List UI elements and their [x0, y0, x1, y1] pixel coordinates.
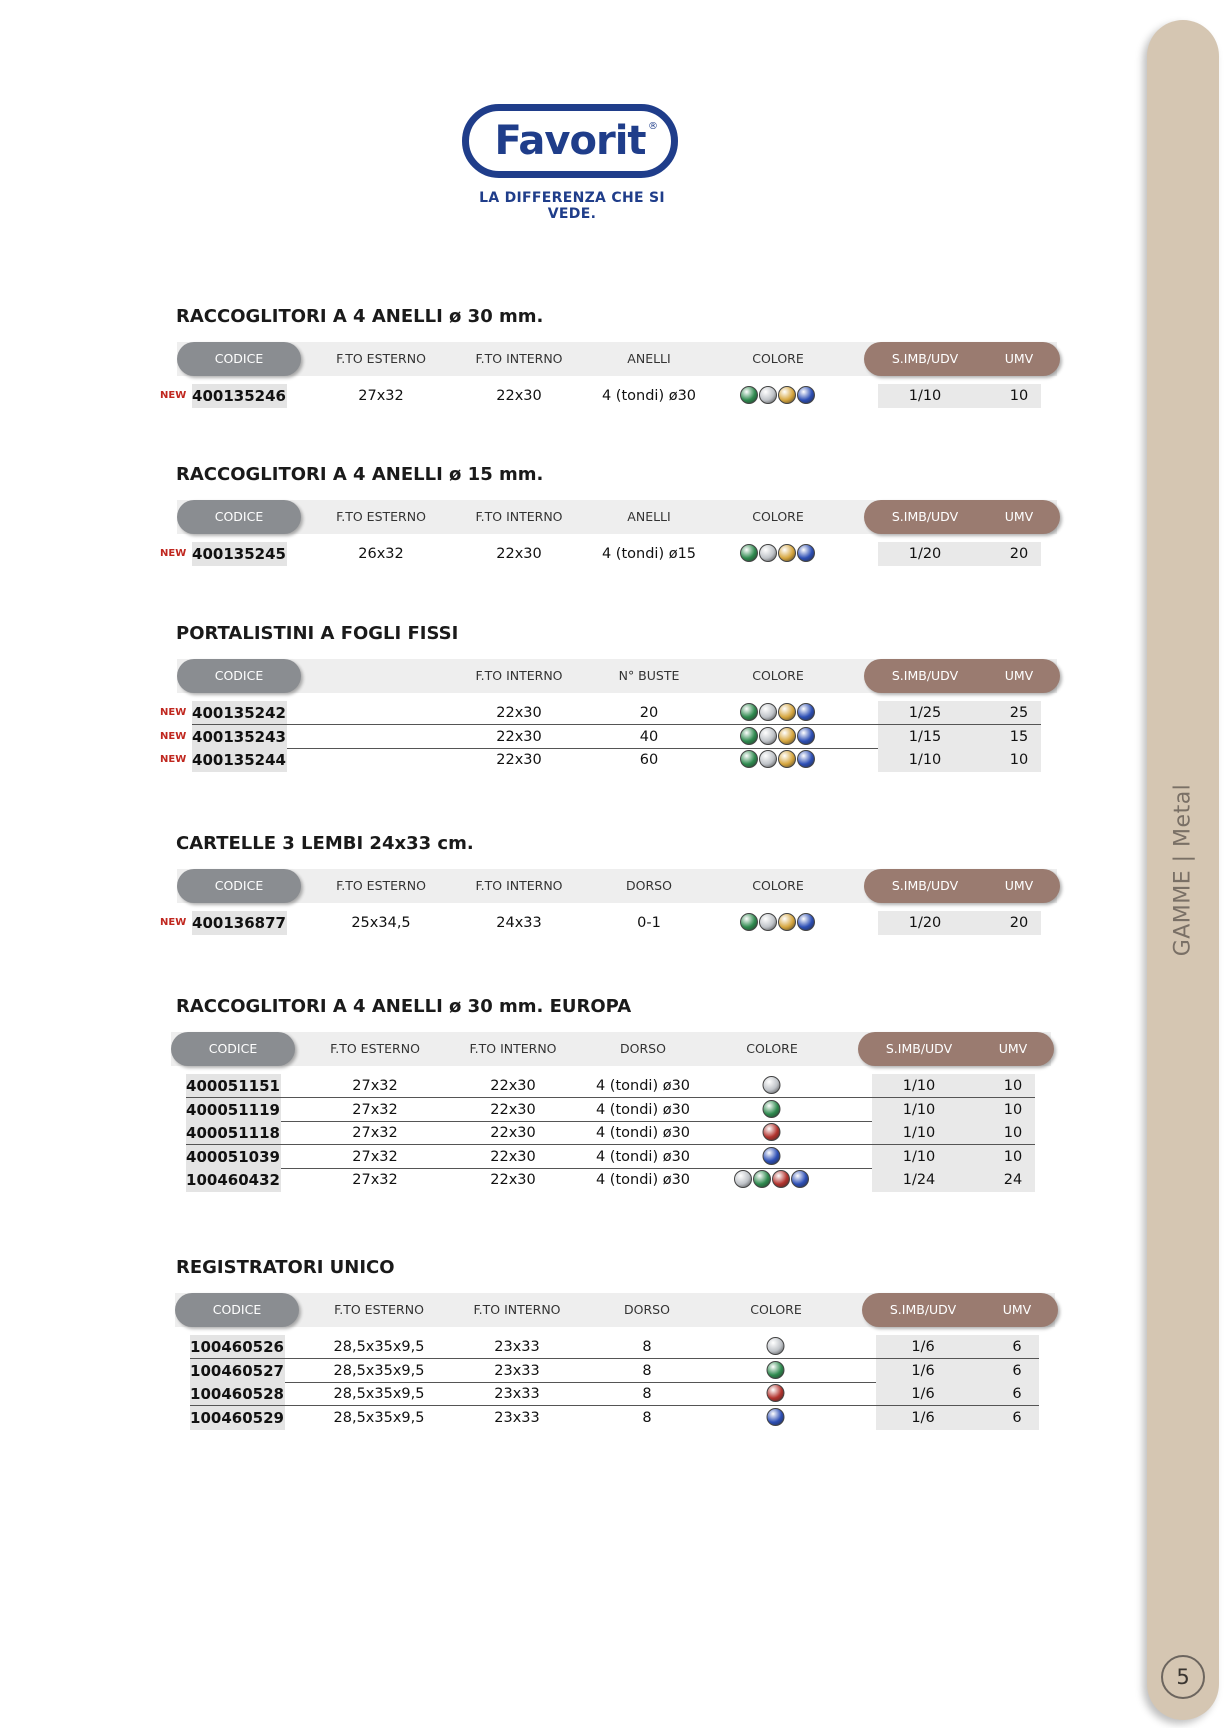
column-header: F.TO INTERNO	[475, 351, 563, 366]
silver-swatch-icon	[759, 703, 777, 721]
logo-wordmark: Favorit	[494, 118, 646, 164]
umv-cell: 6	[1012, 1362, 1022, 1379]
internal-size-cell: 22x30	[496, 752, 542, 768]
product-code: 400135245	[192, 545, 286, 563]
column-header: UMV	[1004, 351, 1034, 366]
external-size-cell: 27x32	[352, 1078, 398, 1094]
green-swatch-icon	[740, 750, 758, 768]
spec-cell: 8	[642, 1339, 652, 1355]
pack-cell: 1/10	[908, 752, 942, 768]
page-number: 5	[1161, 1655, 1205, 1699]
gold-swatch-icon	[778, 544, 796, 562]
product-code: 400051118	[186, 1124, 280, 1142]
pack-cell: 1/6	[911, 1386, 935, 1402]
pack-cell: 1/10	[902, 1148, 936, 1165]
column-header: F.TO INTERNO	[473, 1302, 561, 1317]
column-header: F.TO ESTERNO	[334, 1302, 424, 1317]
internal-size-cell: 22x30	[490, 1125, 536, 1141]
blue-swatch-icon	[797, 386, 815, 404]
column-header: CODICE	[214, 668, 264, 683]
umv-cell: 10	[1003, 1078, 1023, 1094]
spec-cell: 40	[639, 728, 659, 745]
column-header: CODICE	[208, 1041, 258, 1056]
column-header: S.IMB/UDV	[885, 1041, 953, 1056]
table-row	[0, 1335, 1100, 1359]
spec-cell: 4 (tondi) ø30	[595, 1172, 691, 1188]
column-header: F.TO INTERNO	[475, 509, 563, 524]
umv-cell: 20	[1009, 915, 1029, 931]
column-header: DORSO	[626, 878, 672, 893]
column-header: F.TO ESTERNO	[336, 351, 426, 366]
color-swatches	[740, 703, 816, 723]
section-title: RACCOGLITORI A 4 ANELLI ø 30 mm. EUROPA	[176, 996, 632, 1017]
column-header: COLORE	[752, 668, 804, 683]
internal-size-cell: 23x33	[494, 1362, 540, 1379]
internal-size-cell: 22x30	[496, 728, 542, 745]
column-header: DORSO	[624, 1302, 670, 1317]
new-badge: NEW	[160, 548, 187, 559]
column-header: F.TO INTERNO	[469, 1041, 557, 1056]
silver-swatch-icon	[759, 727, 777, 745]
column-header: UMV	[1004, 509, 1034, 524]
blue-swatch-icon	[797, 544, 815, 562]
new-badge: NEW	[160, 730, 187, 742]
pack-cell: 1/10	[902, 1078, 936, 1094]
external-size-cell: 27x32	[352, 1172, 398, 1188]
green-swatch-icon	[740, 727, 758, 745]
column-header: F.TO INTERNO	[475, 878, 563, 893]
color-swatches	[763, 1076, 782, 1096]
product-code: 400051151	[186, 1077, 280, 1095]
section-title: RACCOGLITORI A 4 ANELLI ø 30 mm.	[176, 306, 544, 327]
external-size-cell: 28,5x35x9,5	[333, 1409, 425, 1426]
section-title: REGISTRATORI UNICO	[176, 1257, 395, 1278]
umv-cell: 10	[1003, 1125, 1023, 1141]
pack-cell: 1/6	[911, 1362, 935, 1379]
product-code: 100460432	[186, 1171, 280, 1189]
internal-size-cell: 24x33	[496, 915, 542, 931]
product-code: 400135246	[192, 387, 286, 405]
external-size-cell: 25x34,5	[351, 915, 411, 931]
external-size-cell: 28,5x35x9,5	[333, 1362, 425, 1379]
silver-swatch-icon	[763, 1076, 781, 1094]
external-size-cell: 27x32	[352, 1148, 398, 1165]
color-swatches	[767, 1337, 786, 1357]
color-swatches	[767, 1408, 786, 1428]
table-row	[0, 701, 1100, 725]
color-swatches	[763, 1100, 782, 1120]
table-row	[0, 1168, 1100, 1192]
new-badge: NEW	[160, 754, 187, 765]
green-swatch-icon	[753, 1170, 771, 1188]
product-code: 100460528	[190, 1385, 284, 1403]
product-code: 400051039	[186, 1147, 280, 1166]
red-swatch-icon	[767, 1384, 785, 1402]
spec-cell: 4 (tondi) ø30	[601, 388, 697, 404]
green-swatch-icon	[740, 386, 758, 404]
column-header: S.IMB/UDV	[891, 351, 959, 366]
product-code: 100460529	[190, 1408, 284, 1427]
table-row	[0, 1098, 1100, 1122]
spec-cell: 8	[642, 1386, 652, 1402]
table-row	[0, 542, 1100, 566]
external-size-cell: 28,5x35x9,5	[333, 1386, 425, 1402]
pack-cell: 1/10	[902, 1101, 936, 1118]
silver-swatch-icon	[759, 386, 777, 404]
blue-swatch-icon	[797, 703, 815, 721]
product-code: 100460526	[190, 1338, 284, 1356]
section-title: CARTELLE 3 LEMBI 24x33 cm.	[176, 833, 474, 854]
pack-cell: 1/10	[908, 388, 942, 404]
spec-cell: 8	[642, 1409, 652, 1426]
umv-cell: 10	[1009, 752, 1029, 768]
umv-cell: 10	[1003, 1148, 1023, 1165]
spec-cell: 60	[639, 752, 659, 768]
column-header: UMV	[998, 1041, 1028, 1056]
color-swatches	[740, 727, 816, 747]
green-swatch-icon	[740, 544, 758, 562]
pack-cell: 1/6	[911, 1339, 935, 1355]
internal-size-cell: 22x30	[490, 1148, 536, 1165]
umv-cell: 6	[1012, 1409, 1022, 1426]
new-badge: NEW	[160, 390, 187, 401]
internal-size-cell: 22x30	[496, 546, 542, 562]
table-row	[0, 725, 1100, 749]
color-swatches	[740, 913, 816, 933]
table-row	[0, 1359, 1100, 1383]
table-row	[0, 1121, 1100, 1145]
green-swatch-icon	[763, 1100, 781, 1118]
blue-swatch-icon	[763, 1147, 781, 1165]
color-swatches	[740, 386, 816, 406]
table-row	[0, 1406, 1100, 1430]
umv-cell: 6	[1012, 1339, 1022, 1355]
spec-cell: 0-1	[637, 915, 661, 931]
column-header: S.IMB/UDV	[891, 509, 959, 524]
umv-cell: 10	[1009, 388, 1029, 404]
column-header: COLORE	[752, 878, 804, 893]
product-code: 100460527	[190, 1361, 284, 1380]
table-row	[0, 1074, 1100, 1098]
spec-cell: 4 (tondi) ø30	[595, 1148, 691, 1165]
column-header: UMV	[1002, 1302, 1032, 1317]
spec-cell: 8	[642, 1362, 652, 1379]
green-swatch-icon	[767, 1361, 785, 1379]
internal-size-cell: 23x33	[494, 1339, 540, 1355]
table-row	[0, 911, 1100, 935]
gold-swatch-icon	[778, 913, 796, 931]
column-header: UMV	[1004, 878, 1034, 893]
column-header: COLORE	[752, 509, 804, 524]
color-swatches	[734, 1170, 810, 1190]
green-swatch-icon	[740, 913, 758, 931]
blue-swatch-icon	[797, 727, 815, 745]
color-swatches	[740, 750, 816, 770]
gold-swatch-icon	[778, 750, 796, 768]
column-header: S.IMB/UDV	[891, 668, 959, 683]
product-code: 400051119	[186, 1100, 280, 1119]
product-code: 400135242	[192, 704, 286, 722]
pack-cell: 1/15	[908, 728, 942, 745]
internal-size-cell: 23x33	[494, 1409, 540, 1426]
external-size-cell: 26x32	[358, 546, 404, 562]
product-code: 400136877	[192, 914, 286, 932]
column-header: DORSO	[620, 1041, 666, 1056]
blue-swatch-icon	[791, 1170, 809, 1188]
blue-swatch-icon	[767, 1408, 785, 1426]
column-header: COLORE	[746, 1041, 798, 1056]
pack-cell: 1/25	[908, 705, 942, 721]
pack-cell: 1/10	[902, 1125, 936, 1141]
product-code: 400135244	[192, 751, 286, 769]
side-tab-label: GAMME | Metal	[1170, 783, 1196, 957]
column-header: ANELLI	[627, 509, 671, 524]
external-size-cell: 28,5x35x9,5	[333, 1339, 425, 1355]
section-title: RACCOGLITORI A 4 ANELLI ø 15 mm.	[176, 464, 544, 485]
table-row	[0, 384, 1100, 408]
column-header: F.TO ESTERNO	[336, 878, 426, 893]
column-header: F.TO INTERNO	[475, 668, 563, 683]
silver-swatch-icon	[759, 913, 777, 931]
umv-cell: 25	[1009, 705, 1029, 721]
table-row	[0, 748, 1100, 772]
column-header: CODICE	[214, 351, 264, 366]
red-swatch-icon	[763, 1123, 781, 1141]
color-swatches	[767, 1384, 786, 1404]
internal-size-cell: 22x30	[490, 1078, 536, 1094]
external-size-cell: 27x32	[358, 388, 404, 404]
pack-cell: 1/20	[908, 915, 942, 931]
spec-cell: 4 (tondi) ø15	[601, 546, 697, 562]
column-header: S.IMB/UDV	[891, 878, 959, 893]
column-header: COLORE	[752, 351, 804, 366]
pack-cell: 1/6	[911, 1409, 935, 1426]
gold-swatch-icon	[778, 386, 796, 404]
blue-swatch-icon	[797, 913, 815, 931]
silver-swatch-icon	[759, 544, 777, 562]
column-header: CODICE	[212, 1302, 262, 1317]
external-size-cell: 27x32	[352, 1101, 398, 1118]
green-swatch-icon	[740, 703, 758, 721]
umv-cell: 24	[1003, 1172, 1023, 1188]
internal-size-cell: 22x30	[496, 705, 542, 721]
color-swatches	[740, 544, 816, 564]
column-header: S.IMB/UDV	[889, 1302, 957, 1317]
silver-swatch-icon	[734, 1170, 752, 1188]
red-swatch-icon	[772, 1170, 790, 1188]
pack-cell: 1/24	[902, 1172, 936, 1188]
umv-cell: 20	[1009, 546, 1029, 562]
column-header: UMV	[1004, 668, 1034, 683]
registered-mark: ®	[648, 121, 658, 132]
spec-cell: 4 (tondi) ø30	[595, 1101, 691, 1118]
brand-tagline: LA DIFFERENZA CHE SI VEDE.	[479, 190, 665, 222]
column-header: F.TO ESTERNO	[330, 1041, 420, 1056]
color-swatches	[763, 1147, 782, 1167]
column-header: F.TO ESTERNO	[336, 509, 426, 524]
internal-size-cell: 23x33	[494, 1386, 540, 1402]
column-header: N° BUSTE	[618, 668, 680, 683]
section-title: PORTALISTINI A FOGLI FISSI	[176, 623, 459, 644]
gold-swatch-icon	[778, 703, 796, 721]
internal-size-cell: 22x30	[496, 388, 542, 404]
column-header: CODICE	[214, 878, 264, 893]
pack-cell: 1/20	[908, 546, 942, 562]
silver-swatch-icon	[767, 1337, 785, 1355]
favorit-logo	[462, 104, 678, 178]
spec-cell: 20	[639, 705, 659, 721]
internal-size-cell: 22x30	[490, 1101, 536, 1118]
new-badge: NEW	[160, 917, 187, 928]
spec-cell: 4 (tondi) ø30	[595, 1078, 691, 1094]
product-code: 400135243	[192, 727, 286, 746]
internal-size-cell: 22x30	[490, 1172, 536, 1188]
silver-swatch-icon	[759, 750, 777, 768]
umv-cell: 10	[1003, 1101, 1023, 1118]
blue-swatch-icon	[797, 750, 815, 768]
color-swatches	[767, 1361, 786, 1381]
column-header: CODICE	[214, 509, 264, 524]
color-swatches	[763, 1123, 782, 1143]
external-size-cell: 27x32	[352, 1125, 398, 1141]
umv-cell: 15	[1009, 728, 1029, 745]
new-badge: NEW	[160, 707, 187, 718]
column-header: COLORE	[750, 1302, 802, 1317]
spec-cell: 4 (tondi) ø30	[595, 1125, 691, 1141]
gold-swatch-icon	[778, 727, 796, 745]
table-row	[0, 1382, 1100, 1406]
table-row	[0, 1145, 1100, 1169]
umv-cell: 6	[1012, 1386, 1022, 1402]
column-header: ANELLI	[627, 351, 671, 366]
